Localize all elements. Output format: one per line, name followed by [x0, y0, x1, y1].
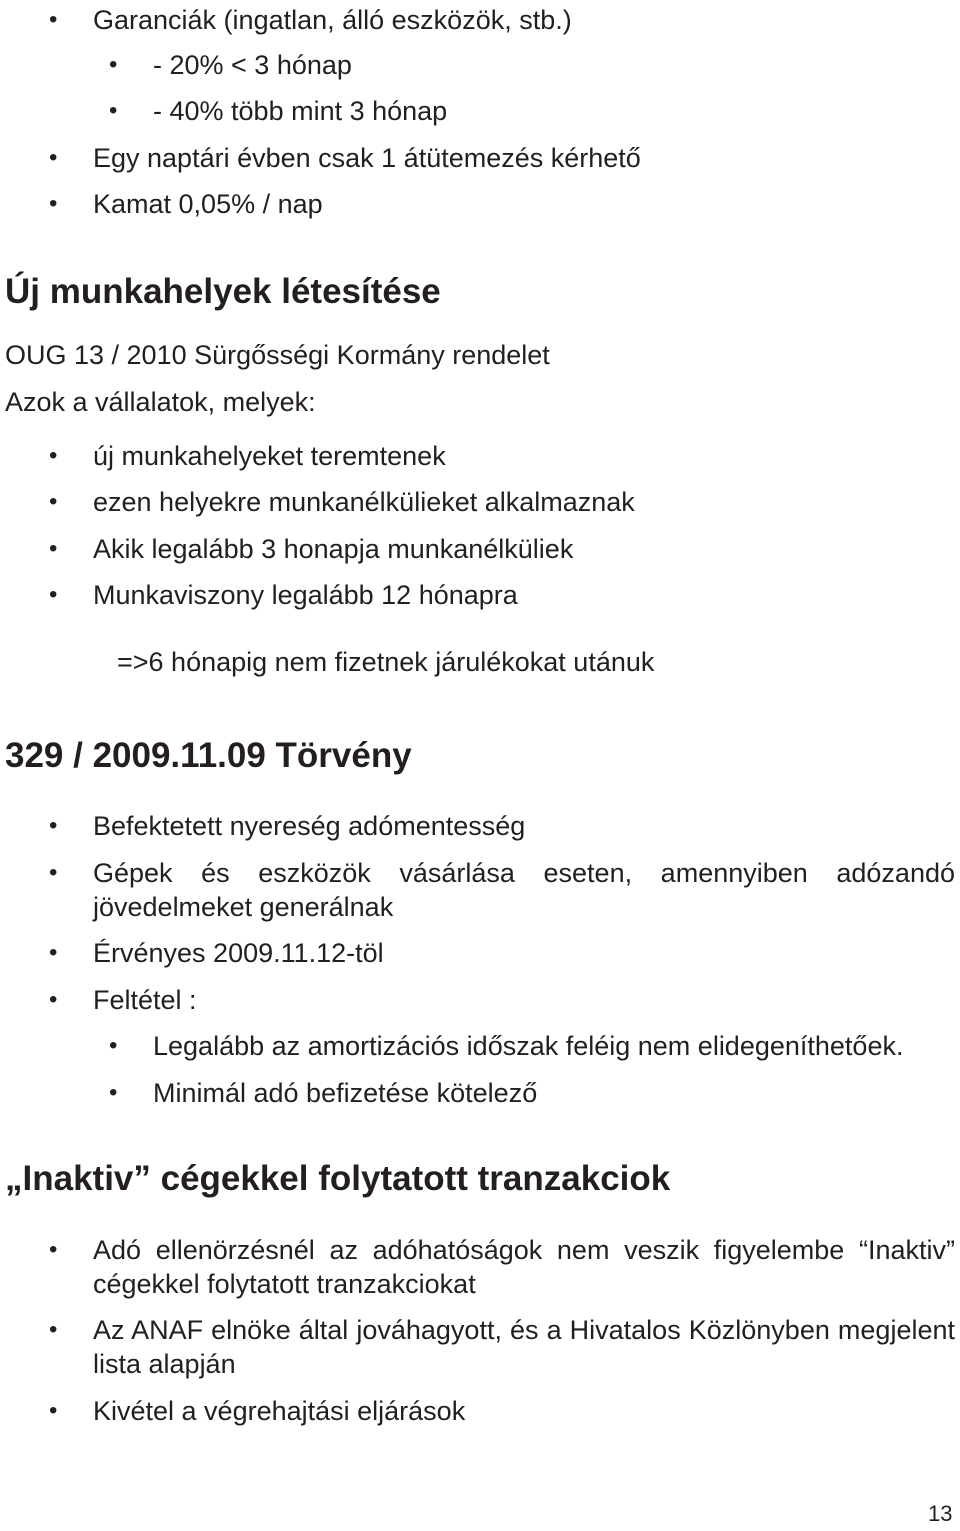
list-item: • Érvényes 2009.11.12-töl	[93, 936, 384, 970]
list-item: • ezen helyekre munkanélkülieket alkalmaznak	[93, 485, 635, 519]
sub-list-item: • Legalább az amortizációs időszak feléig nem elidegeníthetőek.	[153, 1029, 903, 1063]
list-item: • Egy naptári évben csak 1 átütemezés kérhető	[93, 141, 641, 175]
list-item: • Kivétel a végrehajtási eljárások	[93, 1394, 465, 1428]
sub-list-item: • - 40% több mint 3 hónap	[153, 94, 447, 128]
section-heading: „Inaktiv” cégekkel folytatott tranzakciok	[5, 1159, 671, 1198]
list-item: • Akik legalább 3 honapja munkanélküliek	[93, 532, 573, 566]
list-item: • Feltétel :	[93, 983, 197, 1017]
list-item: • Az ANAF elnöke által jováhagyott, és a Hivatalos Közlönyben megjelent lista alapján	[93, 1313, 955, 1381]
list-item: • Munkaviszony legalább 12 hónapra	[93, 578, 518, 612]
section-heading: 329 / 2009.11.09 Törvény	[5, 736, 412, 775]
list-item: • Kamat 0,05% / nap	[93, 187, 323, 221]
page-number: 13	[928, 1501, 953, 1526]
list-item: • Garanciák (ingatlan, álló eszközök, stb.)	[93, 3, 572, 37]
list-item: • Gépek és eszközök vásárlása eseten, amennyiben adózandó jövedelmeket generálnak	[93, 856, 955, 924]
list-item: • új munkahelyeket teremtenek	[93, 439, 446, 473]
sub-list-item: • - 20% < 3 hónap	[153, 48, 352, 82]
paragraph: Azok a vállalatok, melyek:	[5, 387, 316, 417]
paragraph: OUG 13 / 2010 Sürgősségi Kormány rendelet	[5, 340, 550, 370]
section-heading: Új munkahelyek létesítése	[5, 272, 441, 311]
list-item: • Adó ellenörzésnél az adóhatóságok nem veszik figyelembe “Inaktiv” cégekkel folytatott tranzakciokat	[93, 1233, 955, 1301]
list-item: • Befektetett nyereség adómentesség	[93, 809, 525, 843]
sub-list-item: • Minimál adó befizetése kötelező	[153, 1076, 537, 1110]
result-line: =>6 hónapig nem fizetnek járulékokat utánuk	[117, 647, 655, 677]
